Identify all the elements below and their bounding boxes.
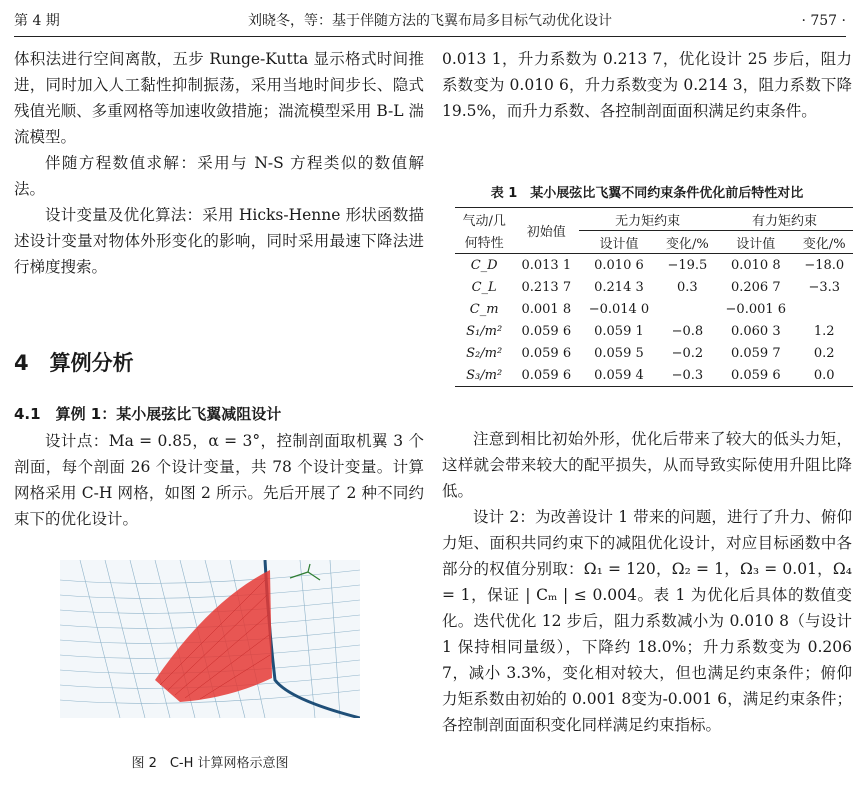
issue-number: 第 4 期 [14, 13, 60, 29]
paragraph-discretization: 体积法进行空间离散，五步 Runge-Kutta 显示格式时间推进，同时加入人工黏性抑制振荡，采用当地时间步长、隐式残值光顺、多重网格等加速收敛措施；湍流模型采用 B-L 湍流模型。 [14, 50, 424, 146]
paragraph-pitching-moment: 注意到相比初始外形，优化后带来了较大的低头力矩，这样就会带来较大的配平损失，从而导致实际使用升阻比降低。 [442, 430, 852, 500]
right-column-bottom [442, 426, 852, 738]
table-row: C_D 0.013 1 0.010 6 −19.5 0.010 8 −18.0 [470, 257, 845, 273]
section-heading: 4 算例分析 [14, 351, 134, 375]
table-row: S₂/m² 0.059 6 0.059 5 −0.2 0.059 7 0.2 [466, 345, 835, 361]
header-change-1: 变化/% [666, 236, 709, 252]
page-number: · 757 · [801, 13, 846, 29]
table-row: C_m 0.001 8 −0.014 0 −0.001 6 [469, 301, 787, 317]
table-row: S₁/m² 0.059 6 0.059 1 −0.8 0.060 3 1.2 [466, 323, 835, 339]
right-column-top [442, 46, 852, 124]
table-row: C_L 0.213 7 0.214 3 0.3 0.206 7 −3.3 [471, 279, 841, 295]
subsection-heading: 4.1 算例 1：某小展弦比飞翼减阻设计 [14, 405, 282, 423]
page-header [14, 10, 846, 37]
header-property-2: 何特性 [464, 236, 504, 252]
paragraph-design-point: 设计点：Ma = 0.85，α = 3°，控制剖面取机翼 3 个剖面，每个剖面 26 个设计变量，共 78 个设计变量。计算网格采用 C-H 网格，如图 2 所示。先后开展了 2 种不同约束下的优化设计。 [14, 432, 424, 528]
paragraph-design2: 设计 2：为改善设计 1 带来的问题，进行了升力、俯仰力矩、面积共同约束下的减阻优化设计，对应目标函数中各部分的权值分别取：Ω₁ = 120，Ω₂ = 1，Ω₃ = 0.01，Ω₄ = 1，保证 | Cₘ | ≤ 0.004。表 1 为优化后具体的数值变化。迭代优化 12 步后，阻力系数减小为 0.010 8（与设计 1 保持相同量级），下降约 18.0%；升力系数变为 0.206 7，减小 3.3%，变化相对较大，但也满足约束条件；俯仰力矩系数由初始的 0.001 8变为-0.001 6，满足约束条件；各控制剖面面积变化同样满足约束指标。 [442, 508, 852, 734]
results-table [455, 207, 853, 387]
header-change-2: 变化/% [802, 236, 846, 252]
running-title: 刘晓冬，等：基于伴随方法的飞翼布局多目标气动优化设计 [248, 13, 612, 29]
table-row: S₃/m² 0.059 6 0.059 4 −0.3 0.059 6 0.0 [455, 364, 853, 387]
paragraph-adjoint: 伴随方程数值求解：采用与 N-S 方程类似的数值解法。 [14, 154, 424, 198]
header-no-moment: 无力矩约束 [579, 208, 716, 231]
header-design-2: 设计值 [736, 236, 776, 252]
table-caption: 表 1 某小展弦比飞翼不同约束条件优化前后特性对比 [490, 186, 804, 201]
left-column-bottom [14, 428, 424, 532]
header-design-1: 设计值 [599, 236, 639, 252]
paragraph-design-variables: 设计变量及优化算法：采用 Hicks-Henne 形状函数描述设计变量对物体外形变化的影响，同时采用最速下降法进行梯度搜索。 [14, 206, 424, 276]
header-property: 气动/几 [462, 213, 506, 229]
header-with-moment: 有力矩约束 [716, 208, 853, 231]
ch-mesh-figure [60, 560, 360, 718]
header-initial: 初始值 [526, 225, 566, 240]
left-column-top [14, 46, 424, 280]
figure-caption: 图 2 C-H 计算网格示意图 [131, 756, 289, 771]
paragraph-design1-results: 0.013 1，升力系数为 0.213 7，优化设计 25 步后，阻力系数变为 0.010 6，升力系数变为 0.214 3，阻力系数下降 19.5%，而升力系数、各控制剖面面积满足约束条件。 [442, 50, 852, 120]
